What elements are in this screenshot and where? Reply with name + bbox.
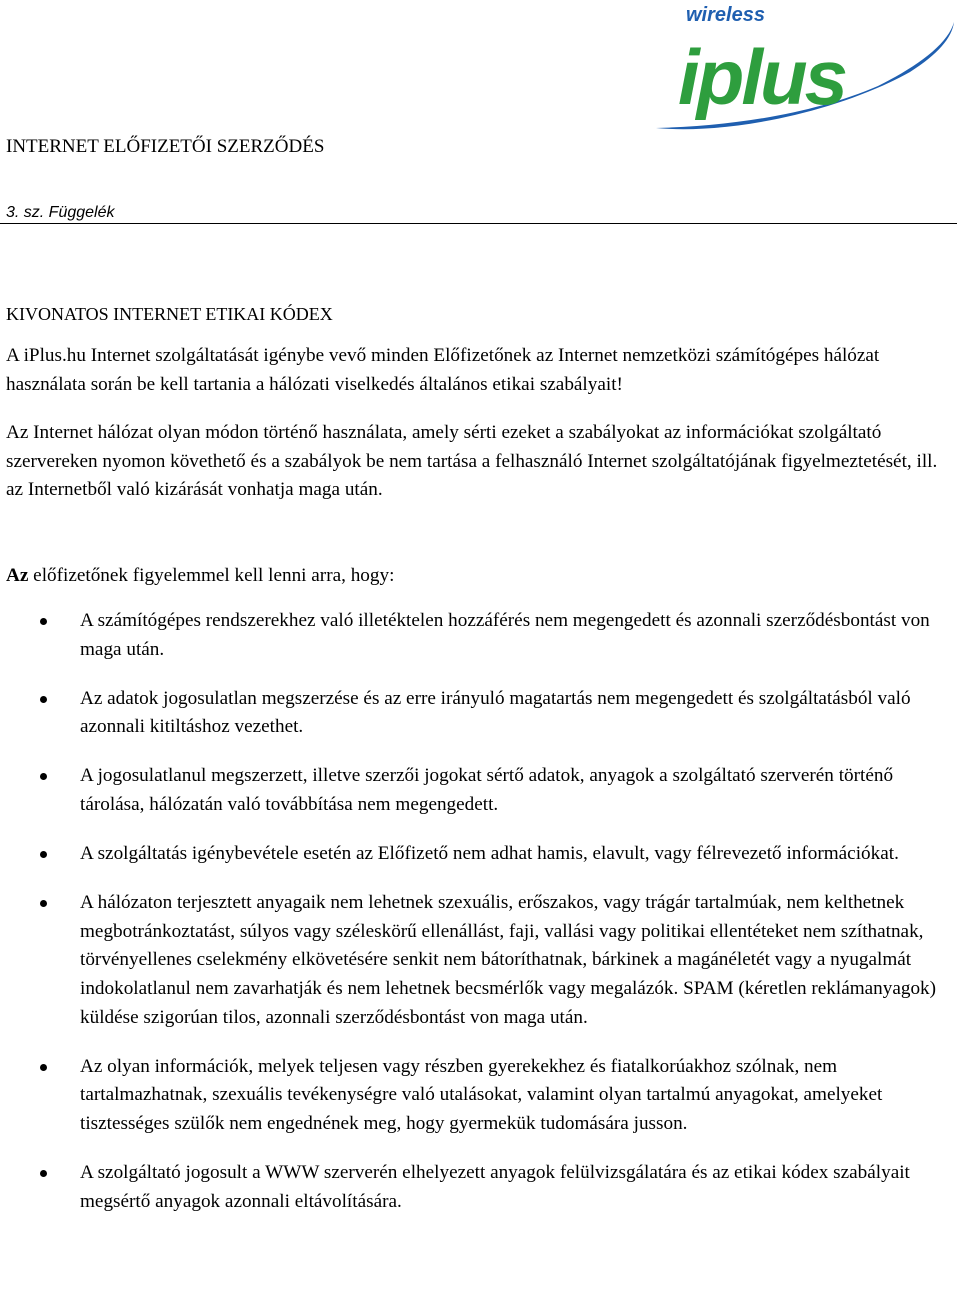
intro-paragraph-1: A iPlus.hu Internet szolgáltatását igénybe vevő minden Előfizetőnek az Internet nemzetközi számítógépes hálózat használata során be kell tartania a hálózati viselkedés általános etikai szabályait! (6, 345, 880, 395)
rule-item (0, 889, 960, 1032)
iplus-logo-graphic (648, 0, 960, 140)
appendix-label: 3. sz. Függelék (6, 204, 115, 221)
header-divider (0, 223, 957, 224)
intro-paragraph-3-bold: Az (6, 565, 29, 586)
intro-paragraph-3 (6, 562, 956, 591)
rule-text: Az olyan információk, melyek teljesen vagy részben gyerekekhez és fiatalkorúakhoz szólnak, nem tartalmazhatnak, szexuális tevékenységre való utalásokat, valamint olyan tartalmú anyagokat, amelyeket tisztességes szülők nem engednének meg, hogy gyermekük tudomására jusson. (80, 1055, 883, 1134)
rules-list (0, 607, 960, 1237)
rule-item (0, 607, 960, 664)
rule-text: A szolgáltató jogosult a WWW szerverén elhelyezett anyagok felülvizsgálatára és az etikai kódex szabályait megsértő anyagok azonnali eltávolítására. (80, 1161, 910, 1212)
rule-text: A jogosulatlanul megszerzett, illetve szerzői jogokat sértő adatok, anyagok a szolgáltató szerverén történő tárolása, hálózatán való továbbítása nem megengedett. (80, 765, 894, 815)
rule-item (0, 1159, 960, 1216)
intro-paragraph-3-rest: előfizetőnek figyelemmel kell lenni arra, hogy: (28, 565, 395, 586)
bullet-dot-icon (40, 1170, 47, 1177)
rule-text: A hálózaton terjesztett anyagaik nem lehetnek szexuális, erőszakos, vagy trágár tartalmúak, nem kelthetnek megbotránkoztatást, súlyos vagy széleskörű ellenállást, faji, vallási vagy politikai ellentéteket nem szíthatnak, törvényellenes cselekmény elkövetésére senkit nem bátoríthatnak, bárkinek a magánéletét vagy a nyugalmát indokolatlanul nem zavarhatják és nem lehetnek becsmérlők vagy megalázók. SPAM (kéretlen reklámanyagok) küldése szigorúan tilos, azonnali szerződésbontást von maga után. (80, 892, 937, 1028)
rule-text: A szolgáltatás igénybevétele esetén az Előfizető nem adhat hamis, elavult, vagy félrevezető információkat. (80, 843, 899, 865)
section-title: KIVONATOS INTERNET ETIKAI KÓDEX (6, 304, 333, 324)
rule-item (0, 840, 960, 869)
bullet-dot-icon (40, 851, 47, 858)
document-title: INTERNET ELŐFIZETŐI SZERZŐDÉS (6, 136, 325, 157)
bullet-dot-icon (40, 773, 47, 780)
iplus-logo (648, 0, 960, 140)
logo-wireless-text: wireless (686, 4, 765, 26)
bullet-dot-icon (40, 618, 47, 625)
logo-iplus-text: iplus (678, 33, 846, 121)
rule-item (0, 1053, 960, 1139)
rule-item (0, 685, 960, 742)
bullet-dot-icon (40, 696, 47, 703)
rule-text: Az adatok jogosulatlan megszerzése és az erre irányuló magatartás nem megengedett és szolgáltatásból való azonnali kitiltáshoz vezethet. (80, 687, 911, 738)
rule-item (0, 762, 960, 819)
intro-paragraph-2: Az Internet hálózat olyan módon történő használata, amely sérti ezeket a szabályokat az információkat szolgáltató szervereken nyomon követhető és a szabályok be nem tartása a felhasználó Internet szolgáltatójának figyelmeztetését, ill. az Internetből való kizárását vonhatja maga után. (6, 422, 938, 501)
bullet-dot-icon (40, 900, 47, 907)
rule-text: A számítógépes rendszerekhez való illetéktelen hozzáférés nem megengedett és azonnali szerződésbontást von maga után. (80, 610, 930, 660)
bullet-dot-icon (40, 1064, 47, 1071)
